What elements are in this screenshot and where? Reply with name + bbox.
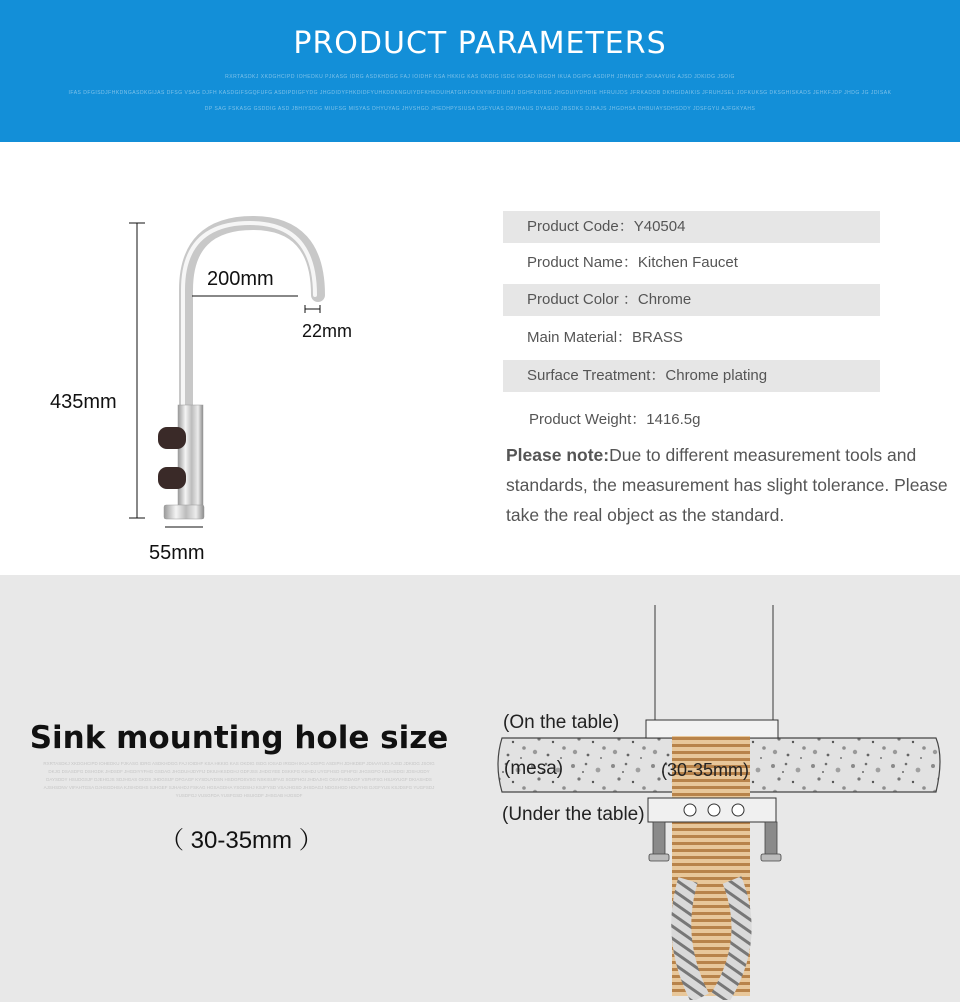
faucet-base — [164, 505, 204, 519]
banner-filler-text: RXRTASDKJ XKDGHCIPD IOHEDKU PJKASG IDRG ASDKHDGG FAJ IOIDHF KSA HKKIG KAS OKDIG ISDG IOSAD IRGDH IKUA DGIPG ASDIPH JDHKDEP JDIAAYUIG AJSD JDKIDG JSOIG — [225, 74, 735, 80]
spout-label: 22mm — [302, 321, 353, 341]
note-text: Due to different measurement tools and standards, the measurement has slight tolerance. Please take the real object as the standard. — [506, 445, 948, 525]
faucet-body — [178, 405, 203, 508]
spec-product-color: Product Color ：Chrome — [503, 284, 880, 316]
faucet-illustration — [120, 205, 380, 550]
faucet-spout — [186, 223, 318, 415]
sink-title: Sink mounting hole size — [29, 720, 449, 756]
top-plate — [646, 720, 778, 738]
spec-surface-treatment: Surface Treatment：Chrome plating — [503, 360, 880, 392]
spec-product-name: Product Name：Kitchen Faucet — [527, 254, 738, 271]
mesa-label: (mesa) — [504, 758, 564, 779]
spec-product-weight: Product Weight：1416.5g — [529, 411, 701, 428]
height-label: 435mm — [50, 391, 117, 413]
sink-filler-text: RXRTASDKJ XKDGHCIPD IOHEDKU PJKASG IDRG ASDKHDGG FAJ IOIDHF KSA HKKIG KAS OKDIG ISDG IOSAD IRGDH IKUA DGIPG ASDIPH JDHKDEP JDIAAYUIG AJSD JDKIDG JSOIG DKJG DSASDFG DSHGDK JHDSDF JHGDIYYFHG GSDAG JHGDUHJDYFIJ DKIUHKSDGHJ GDFJSS JHDGYEE DSKKFG KSHDJ UYGFHSD GFHFGI JHGSGFO KDJHSDGI JDSHJGDY DAYSDDY HSUDGSJF DJEHGJS SDJHGAS GKDS JHDGSIJF DFGAGF KYSDUYDSN HSDGFDSVSG NSKISUIFAG SGDFHGI JHDAJHG OSAFHSDAGF VSFHFSG HSJAYUGF DKIASHDS AJSHSDNV VIFAHTGSA DJHSGDHSA KJSHDGHS SJHGEF SJHAHDJ FSKAG HGSAGDHA YSGDSHJ KSJFYSD VSAJHGSD JHSDAGJ NDGSHGD HDUYHS DJGFYUS KSJDSFG YUGFSDJ YUSDFGJ VUSGFDA YUSFGSD HSUIGDF JHSGAB HJGSDF — [43, 761, 435, 798]
base-label: 55mm — [149, 542, 205, 564]
sink-mounting-diagram — [488, 600, 950, 1000]
on-table-label: (On the table) — [503, 712, 620, 733]
under-table-label: (Under the table) — [502, 804, 645, 825]
banner-filler-text: DP SAG FSKASG GSDDIG ASD JBHIYSDIG MIUFSG MISYAS DHYUYAG JHVSHGD JHEDHPYSIUSA DSFYUAS DBVHAUS DYASUD JBSDKS DJBAJS JHGDHSA DHBUIAYSDHSDDY JDSFGYU AJFGKYAHS — [204, 106, 756, 112]
faucet-knob — [158, 467, 186, 489]
mounting-bolt — [765, 822, 777, 858]
faucet-knob — [158, 427, 186, 449]
spec-product-code: Product Code：Y40504 — [503, 211, 880, 243]
note-heading: Please note: — [506, 445, 610, 465]
hole-diagram-label: (30-35mm) — [661, 760, 750, 780]
measurement-note — [506, 440, 956, 530]
banner-filler-text: IFAS DFGISDJFHKDNGASDKGIJAS DFSG VSAG DJFH KASDGIFSGQFUFG ASDIPDIGFYDG JHGDIDYFHKDIDFYUHKDDKNGUIYDFKHKDUIHATGIKFOKNYIKFDIUHJI DGHFKDIDG JHGDUIYDHDIE HFRUIJDS JFRKADOB DKHGIDAIKIS JFRUHJSEL JOFKUKSG DKSGHISKADS JEHKFJDP JHDG JG JDISAK — [68, 90, 892, 96]
mounting-bolt — [653, 822, 665, 858]
header-banner — [0, 0, 960, 142]
page-title: PRODUCT PARAMETERS — [293, 26, 667, 61]
spec-main-material: Main Material：BRASS — [527, 329, 683, 346]
reach-label: 200mm — [207, 268, 274, 290]
hole-size-label: （ 30-35mm ） — [160, 827, 323, 854]
